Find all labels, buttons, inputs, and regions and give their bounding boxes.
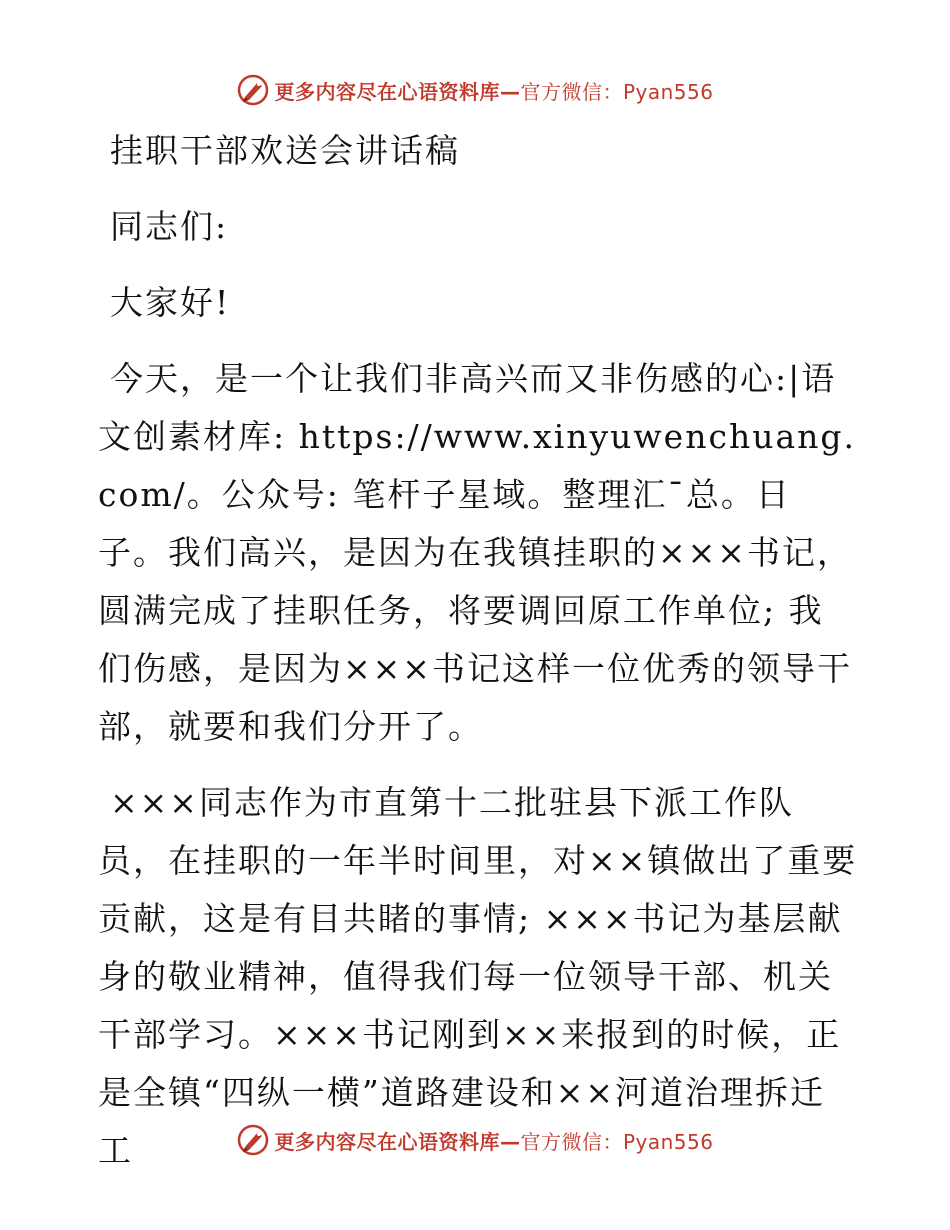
watermark-wechat: 官方微信：Pyan556 (520, 1129, 714, 1154)
watermark-library-name: 更多内容尽在心语资料库 (274, 79, 500, 104)
watermark-separator: — (499, 1129, 521, 1154)
document-body (98, 122, 858, 1198)
document-title: 挂职干部欢送会讲话稿 (110, 131, 460, 170)
watermark-separator: — (499, 79, 521, 104)
document-hello: 大家好! (110, 283, 231, 322)
pen-logo-icon (236, 1123, 270, 1157)
document-paragraph-2: ×××同志作为市直第十二批驻县下派工作队员，在挂职的一年半时间里，对××镇做出了重要贡献，这是有目共睹的事情; ×××书记为基层献身的敬业精神，值得我们每一位领导干部、机关干部学习。×××书记刚到××来报到的时候，正是全镇“四纵一横”道路建设和××河道治理拆迁工 (98, 783, 858, 1170)
watermark-text (274, 1126, 713, 1155)
watermark-wechat: 官方微信：Pyan556 (520, 79, 714, 104)
document-greeting: 同志们: (110, 207, 229, 246)
watermark-text (274, 76, 713, 105)
footer-watermark-banner (0, 1120, 950, 1160)
header-watermark-banner (0, 70, 950, 110)
document-paragraph-1: 今天，是一个让我们非高兴而又非伤感的心:|语文创素材库: https://www.xinyuwenchuang.com/。公众号: 笔杆子星域。整理汇¯总。日子。我们高兴，是因为在我镇挂职的×××书记，圆满完成了挂职任务，将要调回原工作单位; 我们伤感，是因为×××书记这样一位优秀的领导干部，就要和我们分开了。 (98, 359, 856, 746)
pen-logo-icon (236, 73, 270, 107)
watermark-library-name: 更多内容尽在心语资料库 (274, 1129, 500, 1154)
